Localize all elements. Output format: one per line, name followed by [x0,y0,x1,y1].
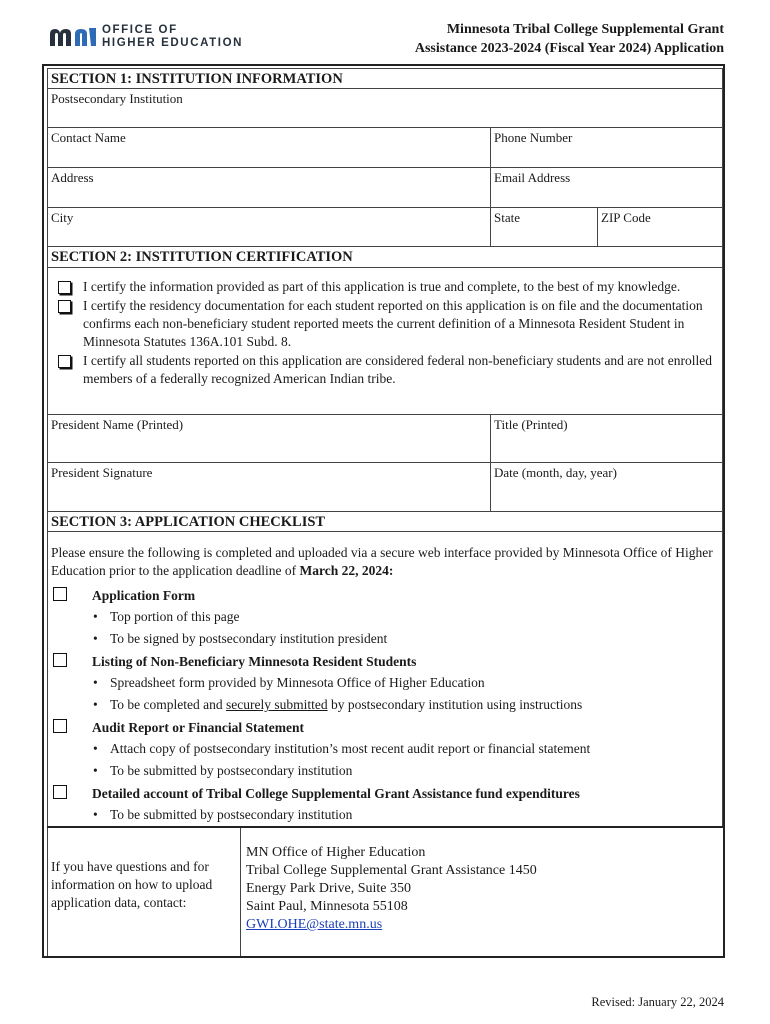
certification-item [56,352,714,388]
certification-item [56,297,714,351]
checklist [48,532,722,826]
document-title-line-1: Minnesota Tribal College Supplemental Grant [446,22,724,37]
bullet-text: by postsecondary institution using instructions [327,697,583,712]
bullet-text: To be completed and [110,697,227,712]
mn-logo-mark-icon [48,26,98,48]
contact-details [241,828,723,956]
contact-box [47,826,723,956]
date-field[interactable]: Date (month, day, year) [494,465,617,480]
logo-line-2: HIGHER EDUCATION [102,37,244,49]
checkbox-icon[interactable] [58,300,71,313]
checkbox-icon[interactable] [58,281,71,294]
bullet-underlined-text: securely submitted [226,697,328,712]
checklist-intro [48,532,722,584]
checklist-intro-text: Please ensure the following is completed and uploaded via a secure web interface provided by Minnesota Office of Higher Education prior to the application deadline of [51,545,713,578]
deadline: March 22, 2024: [299,563,394,578]
checklist-item [48,652,722,716]
certification-text: I certify the residency documentation for each student reported on this application is on file and the documentation confirms each non-beneficiary student reported meets the current definition of a Minnesota Resident Student in Minnesota Statutes 136A.101 Subd. 8. [83,298,703,349]
document-title-line-2: Assistance 2023-2024 (Fiscal Year 2024) Application [414,41,724,56]
checklist-item [48,586,722,650]
phone-field[interactable]: Phone Number [494,130,573,145]
checklist-bullet: • Attach copy of postsecondary institution’s most recent audit report or financial statement [93,738,719,760]
checklist-item-title: Listing of Non-Beneficiary Minnesota Resident Students [92,654,417,669]
state-field[interactable]: State [491,208,598,246]
checklist-bullet: • To be signed by postsecondary institution president [93,628,719,650]
section1-heading: SECTION 1: INSTITUTION INFORMATION [48,69,722,89]
checkbox-icon[interactable] [53,785,67,799]
zip-field[interactable]: ZIP Code [601,210,651,225]
checklist-bullet: • Top portion of this page [93,606,719,628]
section3-heading: SECTION 3: APPLICATION CHECKLIST [48,512,722,532]
institution-label: Postsecondary Institution [51,91,183,106]
certification-text: I certify the information provided as part of this application is true and complete, to the best of my knowledge. [83,279,681,294]
checklist-item [48,784,722,826]
section2-heading: SECTION 2: INSTITUTION CERTIFICATION [48,247,722,268]
certification-text: I certify all students reported on this application are considered federal non-beneficiary students and are not enrolled members of a federally recognized American Indian tribe. [83,353,713,386]
email-field[interactable]: Email Address [494,170,571,185]
revised-date: Revised: January 22, 2024 [591,995,724,1009]
contact-name-field[interactable]: Contact Name [48,128,491,167]
logo-line-1: OFFICE OF [102,24,178,36]
checkbox-icon[interactable] [53,653,67,667]
certification-item [56,278,714,296]
checklist-item-title: Detailed account of Tribal College Supplemental Grant Assistance fund expenditures [92,786,580,801]
checkbox-icon[interactable] [53,587,67,601]
city-field[interactable]: City [48,208,491,246]
checklist-item-title: Audit Report or Financial Statement [92,720,304,735]
checklist-bullet [93,694,719,716]
checklist-bullet: • Spreadsheet form provided by Minnesota Office of Higher Education [93,672,719,694]
checklist-item-title: Application Form [92,588,196,603]
form-body [47,68,723,827]
ohe-logo [48,24,243,50]
contact-line: Energy Park Drive, Suite 350 [246,881,411,896]
logo-text [102,24,243,50]
institution-field[interactable] [48,89,722,128]
president-name-field[interactable]: President Name (Printed) [48,415,491,462]
document-title [415,20,724,58]
certification-list [48,268,722,415]
contact-email-link[interactable]: GWI.OHE@state.mn.us [246,917,383,932]
checklist-bullet: • To be submitted by postsecondary institution [93,804,719,826]
address-field[interactable]: Address [48,168,491,207]
president-signature-field[interactable]: President Signature [48,463,491,511]
contact-prompt: If you have questions and for information on how to upload application data, contact: [47,828,241,956]
contact-line: Tribal College Supplemental Grant Assistance 1450 [246,863,537,878]
checkbox-icon[interactable] [53,719,67,733]
checklist-bullet: • To be submitted by postsecondary institution [93,760,719,782]
title-field[interactable]: Title (Printed) [494,417,568,432]
checkbox-icon[interactable] [58,355,71,368]
contact-line: Saint Paul, Minnesota 55108 [246,899,408,914]
contact-line: MN Office of Higher Education [246,845,426,860]
checklist-item [48,718,722,782]
